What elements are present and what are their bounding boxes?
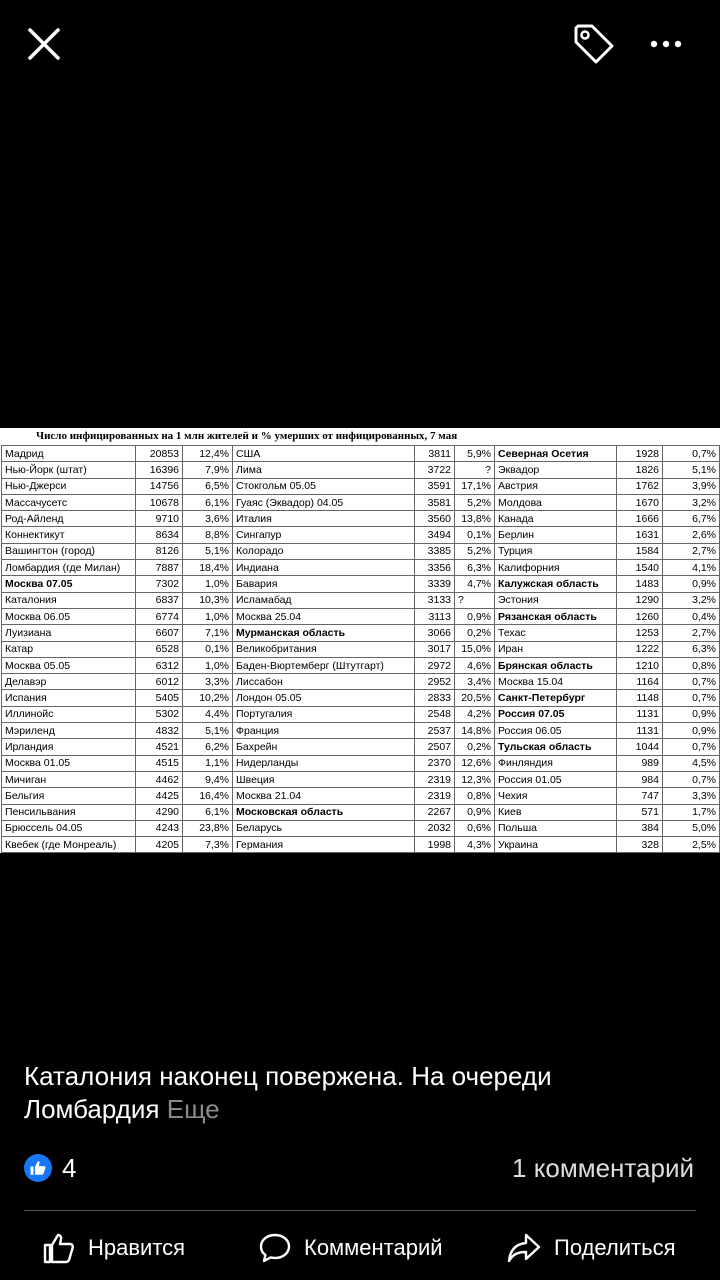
table-cell: Массачусетс <box>2 494 136 510</box>
table-cell: 4425 <box>136 788 183 804</box>
table-row <box>2 755 720 771</box>
table-cell: 3,4% <box>455 674 495 690</box>
table-cell: 989 <box>617 755 663 771</box>
table-cell: 2833 <box>415 690 455 706</box>
table-cell: Россия 01.05 <box>495 771 617 787</box>
table-cell: 1,0% <box>183 608 233 624</box>
table-cell: 20853 <box>136 446 183 462</box>
table-cell: 5302 <box>136 706 183 722</box>
table-cell: 6837 <box>136 592 183 608</box>
table-cell: Мичиган <box>2 771 136 787</box>
table-row <box>2 560 720 576</box>
table-cell: 5,2% <box>455 494 495 510</box>
table-row <box>2 706 720 722</box>
table-cell: 2267 <box>415 804 455 820</box>
table-cell: Австрия <box>495 478 617 494</box>
table-cell: 1253 <box>617 625 663 641</box>
table-cell: 2548 <box>415 706 455 722</box>
table-cell: 0,2% <box>455 625 495 641</box>
table-cell: 16,4% <box>183 788 233 804</box>
table-cell: 6012 <box>136 674 183 690</box>
table-row <box>2 804 720 820</box>
table-cell: 0,4% <box>663 608 720 624</box>
table-cell: Бахрейн <box>233 739 415 755</box>
table-cell: Рязанская область <box>495 608 617 624</box>
top-bar <box>0 0 720 90</box>
table-cell: 0,9% <box>663 576 720 592</box>
table-cell: 1260 <box>617 608 663 624</box>
table-row <box>2 608 720 624</box>
table-cell: 5,2% <box>455 543 495 559</box>
table-cell: Мэриленд <box>2 723 136 739</box>
table-cell: 2507 <box>415 739 455 755</box>
table-cell: Баден-Вюртемберг (Штутгарт) <box>233 657 415 673</box>
table-cell: Испания <box>2 690 136 706</box>
table-cell: 7,1% <box>183 625 233 641</box>
table-cell: Иллинойс <box>2 706 136 722</box>
table-cell: 3560 <box>415 511 455 527</box>
table-cell: 0,9% <box>455 804 495 820</box>
table-cell: Берлин <box>495 527 617 543</box>
table-cell: Катар <box>2 641 136 657</box>
table-cell: 1148 <box>617 690 663 706</box>
table-cell: 17,1% <box>455 478 495 494</box>
table-cell: 12,6% <box>455 755 495 771</box>
table-cell: Гуаяс (Эквадор) 04.05 <box>233 494 415 510</box>
table-cell: 3581 <box>415 494 455 510</box>
table-cell: 0,9% <box>663 706 720 722</box>
table-cell: 5,0% <box>663 820 720 836</box>
table-cell: 1998 <box>415 837 455 853</box>
table-cell: 20,5% <box>455 690 495 706</box>
table-cell: 1210 <box>617 657 663 673</box>
table-cell: 3339 <box>415 576 455 592</box>
table-cell: 2,6% <box>663 527 720 543</box>
table-cell: Нидерланды <box>233 755 415 771</box>
table-cell: 6,2% <box>183 739 233 755</box>
tag-icon <box>570 20 618 68</box>
table-cell: 4,5% <box>663 755 720 771</box>
table-row <box>2 771 720 787</box>
more-options-button[interactable] <box>646 30 690 58</box>
table-cell: Брянская область <box>495 657 617 673</box>
table-cell: США <box>233 446 415 462</box>
table-cell: Коннектикут <box>2 527 136 543</box>
table-cell: 3356 <box>415 560 455 576</box>
table-cell: Португалия <box>233 706 415 722</box>
table-cell: 2,5% <box>663 837 720 853</box>
table-cell: 0,7% <box>663 739 720 755</box>
share-arrow-icon <box>506 1231 542 1265</box>
share-button[interactable] <box>506 1222 675 1274</box>
post-photo[interactable] <box>0 428 720 853</box>
table-cell: Северная Осетия <box>495 446 617 462</box>
table-cell: 2370 <box>415 755 455 771</box>
table-row <box>2 837 720 853</box>
table-cell: 8634 <box>136 527 183 543</box>
table-cell: 4832 <box>136 723 183 739</box>
close-button[interactable] <box>24 24 64 64</box>
table-cell: Канада <box>495 511 617 527</box>
table-cell: 4515 <box>136 755 183 771</box>
table-cell: 8,8% <box>183 527 233 543</box>
table-cell: 4205 <box>136 837 183 853</box>
post-caption <box>24 1060 674 1126</box>
table-cell: Вашингтон (город) <box>2 543 136 559</box>
table-row <box>2 723 720 739</box>
table-cell: 328 <box>617 837 663 853</box>
table-cell: Московская область <box>233 804 415 820</box>
table-cell: 2952 <box>415 674 455 690</box>
tag-button[interactable] <box>570 20 618 68</box>
table-cell: 1483 <box>617 576 663 592</box>
table-cell: Иран <box>495 641 617 657</box>
table-cell: 8126 <box>136 543 183 559</box>
table-cell: 1762 <box>617 478 663 494</box>
table-cell: 2,7% <box>663 625 720 641</box>
table-cell: 13,8% <box>455 511 495 527</box>
table-row <box>2 592 720 608</box>
table-cell: Финляндия <box>495 755 617 771</box>
table-cell: Германия <box>233 837 415 853</box>
table-cell: 384 <box>617 820 663 836</box>
table-cell: 1222 <box>617 641 663 657</box>
comment-button[interactable] <box>258 1222 443 1274</box>
table-cell: 1928 <box>617 446 663 462</box>
table-cell: Москва 05.05 <box>2 657 136 673</box>
table-cell: 6312 <box>136 657 183 673</box>
table-row <box>2 641 720 657</box>
table-cell: Украина <box>495 837 617 853</box>
table-cell: 3,3% <box>183 674 233 690</box>
table-cell: Беларусь <box>233 820 415 836</box>
share-button-label: Поделиться <box>554 1235 676 1260</box>
table-cell: Молдова <box>495 494 617 510</box>
see-more-link[interactable]: Еще <box>166 1094 220 1124</box>
close-icon <box>24 24 64 64</box>
table-cell: 2319 <box>415 771 455 787</box>
table-cell: Эстония <box>495 592 617 608</box>
table-cell: Колорадо <box>233 543 415 559</box>
table-row <box>2 690 720 706</box>
table-cell: Эквадор <box>495 462 617 478</box>
table-cell: Квебек (где Монреаль) <box>2 837 136 853</box>
table-cell: Исламабад <box>233 592 415 608</box>
table-cell: 12,3% <box>455 771 495 787</box>
reaction-count: 4 <box>62 1152 77 1183</box>
table-cell: 3591 <box>415 478 455 494</box>
table-cell: 10,2% <box>183 690 233 706</box>
table-cell: 1584 <box>617 543 663 559</box>
table-cell: 3017 <box>415 641 455 657</box>
table-cell: Бельгия <box>2 788 136 804</box>
caption-text: Каталония наконец повержена. На очереди Ломбардия <box>24 1061 552 1124</box>
table-cell: 4462 <box>136 771 183 787</box>
table-cell: 18,4% <box>183 560 233 576</box>
like-button-label: Нравится <box>88 1235 186 1260</box>
table-cell: Чехия <box>495 788 617 804</box>
table-cell: 5,1% <box>663 462 720 478</box>
table-cell: 4,1% <box>663 560 720 576</box>
table-cell: Москва 15.04 <box>495 674 617 690</box>
table-cell: 0,1% <box>183 641 233 657</box>
table-cell: 1,1% <box>183 755 233 771</box>
table-cell: 3722 <box>415 462 455 478</box>
table-title: Число инфицированных на 1 млн жителей и % умерших от инфицированных, 7 мая <box>36 430 458 442</box>
table-cell: 1131 <box>617 723 663 739</box>
table-cell: Техас <box>495 625 617 641</box>
like-badge <box>24 1154 52 1182</box>
table-row <box>2 478 720 494</box>
table-cell: Италия <box>233 511 415 527</box>
table-cell: 0,8% <box>455 788 495 804</box>
more-icon <box>646 30 690 58</box>
table-cell: Нью-Джерси <box>2 478 136 494</box>
table-cell: 0,7% <box>663 771 720 787</box>
table-cell: 4,6% <box>455 657 495 673</box>
action-bar <box>0 1222 720 1274</box>
table-row <box>2 625 720 641</box>
table-cell: Стокгольм 05.05 <box>233 478 415 494</box>
table-cell: 12,4% <box>183 446 233 462</box>
table-cell: Ломбардия (где Милан) <box>2 560 136 576</box>
table-cell: 3,6% <box>183 511 233 527</box>
table-cell: Москва 07.05 <box>2 576 136 592</box>
table-cell: 6607 <box>136 625 183 641</box>
table-cell: 1540 <box>617 560 663 576</box>
table-cell: Франция <box>233 723 415 739</box>
table-cell: 747 <box>617 788 663 804</box>
table-row <box>2 494 720 510</box>
table-cell: 10678 <box>136 494 183 510</box>
table-cell: 6,5% <box>183 478 233 494</box>
table-cell: 1164 <box>617 674 663 690</box>
table-cell: 5,1% <box>183 723 233 739</box>
table-cell: 4,2% <box>455 706 495 722</box>
table-row <box>2 527 720 543</box>
table-cell: 6,1% <box>183 804 233 820</box>
table-cell: 4,4% <box>183 706 233 722</box>
table-cell: 1131 <box>617 706 663 722</box>
table-cell: 0,1% <box>455 527 495 543</box>
table-cell: Лондон 05.05 <box>233 690 415 706</box>
thumbs-up-outline-icon <box>42 1231 76 1265</box>
table-cell: 0,7% <box>663 446 720 462</box>
table-cell: Пенсильвания <box>2 804 136 820</box>
table-cell: 0,7% <box>663 674 720 690</box>
table-cell: 3113 <box>415 608 455 624</box>
table-cell: Москва 01.05 <box>2 755 136 771</box>
table-cell: 2972 <box>415 657 455 673</box>
table-cell: 0,2% <box>455 739 495 755</box>
table-cell: 3,3% <box>663 788 720 804</box>
table-row <box>2 739 720 755</box>
table-cell: Россия 07.05 <box>495 706 617 722</box>
table-cell: 7,3% <box>183 837 233 853</box>
table-cell: Калифорния <box>495 560 617 576</box>
table-cell: 984 <box>617 771 663 787</box>
comment-bubble-icon <box>258 1231 292 1265</box>
table-cell: 0,6% <box>455 820 495 836</box>
table-row <box>2 511 720 527</box>
table-cell: Брюссель 04.05 <box>2 820 136 836</box>
table-row <box>2 462 720 478</box>
table-cell: Великобритания <box>233 641 415 657</box>
table-cell: 3,9% <box>663 478 720 494</box>
table-cell: 10,3% <box>183 592 233 608</box>
table-cell: 16396 <box>136 462 183 478</box>
table-cell: Швеция <box>233 771 415 787</box>
table-row <box>2 446 720 462</box>
table-cell: 3,2% <box>663 592 720 608</box>
table-cell: Каталония <box>2 592 136 608</box>
table-cell: Род-Айленд <box>2 511 136 527</box>
table-cell: Тульская область <box>495 739 617 755</box>
table-cell: Делавэр <box>2 674 136 690</box>
table-cell: 4290 <box>136 804 183 820</box>
table-cell: 0,8% <box>663 657 720 673</box>
table-cell: 6,1% <box>183 494 233 510</box>
table-cell: 2537 <box>415 723 455 739</box>
table-cell: 5,9% <box>455 446 495 462</box>
table-cell: 2319 <box>415 788 455 804</box>
table-cell: 6528 <box>136 641 183 657</box>
table-cell: 7,9% <box>183 462 233 478</box>
table-cell: 1670 <box>617 494 663 510</box>
table-cell: 5405 <box>136 690 183 706</box>
table-cell: Сингапур <box>233 527 415 543</box>
table-row <box>2 576 720 592</box>
table-cell: Киев <box>495 804 617 820</box>
table-row <box>2 657 720 673</box>
table-cell: 1,7% <box>663 804 720 820</box>
table-cell: 1631 <box>617 527 663 543</box>
table-cell: 7302 <box>136 576 183 592</box>
table-row <box>2 820 720 836</box>
table-cell: 2032 <box>415 820 455 836</box>
table-cell: Лима <box>233 462 415 478</box>
table-row <box>2 788 720 804</box>
table-cell: Москва 25.04 <box>233 608 415 624</box>
table-cell: 1666 <box>617 511 663 527</box>
table-cell: 9710 <box>136 511 183 527</box>
table-cell: ? <box>455 592 495 608</box>
table-cell: 6,7% <box>663 511 720 527</box>
table-cell: 3133 <box>415 592 455 608</box>
table-cell: Калужская область <box>495 576 617 592</box>
table-cell: Луизиана <box>2 625 136 641</box>
table-cell: 5,1% <box>183 543 233 559</box>
table-cell: 7887 <box>136 560 183 576</box>
table-cell: 0,7% <box>663 690 720 706</box>
table-cell: 3811 <box>415 446 455 462</box>
table-cell: 1826 <box>617 462 663 478</box>
table-cell: 571 <box>617 804 663 820</box>
table-cell: Санкт-Петербург <box>495 690 617 706</box>
table-cell: 4,3% <box>455 837 495 853</box>
comments-count[interactable]: 1 комментарий <box>512 1153 694 1183</box>
table-cell: Турция <box>495 543 617 559</box>
thumbs-up-icon <box>29 1159 47 1177</box>
table-cell: Нью-Йорк (штат) <box>2 462 136 478</box>
table-cell: ? <box>455 462 495 478</box>
table-cell: 15,0% <box>455 641 495 657</box>
table-cell: 6,3% <box>663 641 720 657</box>
table-cell: Бавария <box>233 576 415 592</box>
table-cell: 1,0% <box>183 576 233 592</box>
table-cell: Москва 21.04 <box>233 788 415 804</box>
table-cell: 1290 <box>617 592 663 608</box>
table-cell: 14,8% <box>455 723 495 739</box>
comment-button-label: Комментарий <box>304 1235 443 1260</box>
table-cell: 3494 <box>415 527 455 543</box>
table-cell: Россия 06.05 <box>495 723 617 739</box>
table-cell: 0,9% <box>663 723 720 739</box>
table-cell: 0,9% <box>455 608 495 624</box>
stats-table <box>1 445 720 853</box>
table-cell: Мадрид <box>2 446 136 462</box>
like-button[interactable] <box>42 1222 185 1274</box>
table-row <box>2 674 720 690</box>
divider <box>24 1210 696 1211</box>
table-cell: 14756 <box>136 478 183 494</box>
table-cell: 6,3% <box>455 560 495 576</box>
table-cell: 1044 <box>617 739 663 755</box>
table-cell: Мурманская область <box>233 625 415 641</box>
table-cell: 4521 <box>136 739 183 755</box>
table-row <box>2 543 720 559</box>
table-cell: Польша <box>495 820 617 836</box>
table-cell: Индиана <box>233 560 415 576</box>
table-cell: 23,8% <box>183 820 233 836</box>
table-cell: Ирландия <box>2 739 136 755</box>
table-cell: 3385 <box>415 543 455 559</box>
reactions-summary[interactable] <box>24 1152 76 1184</box>
table-cell: 1,0% <box>183 657 233 673</box>
table-cell: 3,2% <box>663 494 720 510</box>
table-cell: 6774 <box>136 608 183 624</box>
table-cell: Лиссабон <box>233 674 415 690</box>
table-cell: 9,4% <box>183 771 233 787</box>
table-cell: Москва 06.05 <box>2 608 136 624</box>
table-cell: 3066 <box>415 625 455 641</box>
table-cell: 2,7% <box>663 543 720 559</box>
table-cell: 4243 <box>136 820 183 836</box>
table-cell: 4,7% <box>455 576 495 592</box>
